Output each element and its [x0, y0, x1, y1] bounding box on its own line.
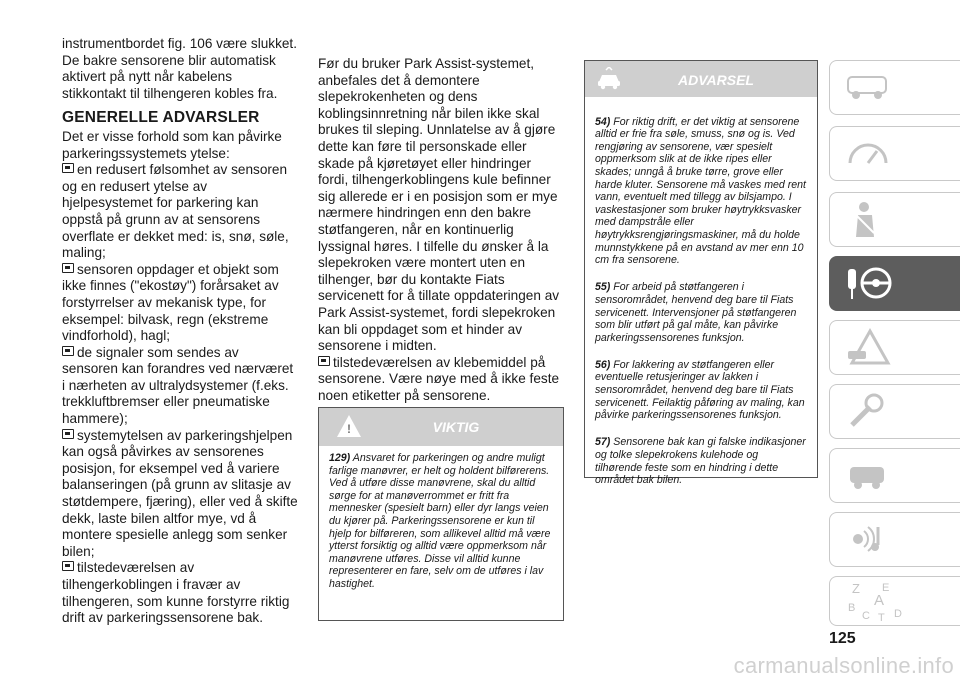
body-paragraph: Før du bruker Park Assist-systemet, anbefales det å demontere slepekrokenheten og dens koblingsinnretning når bilen ikke skal brukes til sleping. Unnlatelse av å gjøre dette kan føre til personskade eller skade på kjøretøyet eller hindringer fordi, tilhengerkoblingens kule befinner sig allerede er i en posisjon som er mye nærmere hindringen enn den bakre støtfangeren, når en kontinuerlig lyssignal høres. I tilfelle du ønsker å la slepekroken være montert uten en tilhenger, bør du kontakte Fiats servicenett for å tillate oppdateringen av Park Assist-systemet, fordi slepekroken kan bli oppdaget som et hinder av sensorene i midten. — [318, 56, 560, 354]
tab-car-info[interactable] — [829, 60, 960, 115]
tab-multimedia[interactable] — [829, 512, 960, 567]
multimedia-icon — [844, 519, 894, 559]
watermark: carmanualsonline.info — [733, 653, 954, 678]
important-box-text: 129) Ansvaret for parkeringen og andre muligt farlige manøvrer, er helt og holdent bilførerens. Ved å utføre disse manøvrene, skal du alltid sørge for at manøverrommet er fritt fra mennesker (spesielt barn) eller dyr langs veien du kjører på. Parkeringssensorene er kun til hjelp for bilføreren, som allikevel alltid må være ytterst forsiktig og alltid være oppmerksom når manøvrene utføres. Disse vil alltid kunne representerer en fare, selv om de utføres i lav hastighet. — [329, 452, 551, 590]
important-box-title: VIKTIG — [432, 419, 480, 435]
car-specs-icon — [844, 455, 894, 495]
bullet-icon — [62, 429, 74, 439]
index-letter: E — [882, 582, 890, 594]
warning-item: 54) For riktig drift, er det viktig at sensorene alltid er frie fra søle, smuss, snø og is. Ved rengjøring av sensorene, vær spesielt oppmerksom slik at de ikke ripes eller skades; unngå å bruke tørre, grove eller harde kluter. Sensorene må vaskes med rent vann, eventuelt med tillegg av bilsjampo. I vaskestasjoner som bruker høytrykksvasker med dampstråle eller høytrykksrengjøringsmaskiner, må du holde munnstykkene på en avstand av mer enn 10 cm fra sensorene. — [595, 115, 807, 267]
bullet-item: sensoren oppdager et objekt som ikke finnes ("ekostøy") forårsaket av forstyrrelser av mekanisk type, for eksempel: bilvask, regn (ekstreme vindforhold), hagl; — [62, 261, 279, 344]
column-middle — [318, 56, 562, 404]
bullet-item: de signaler som sendes av sensoren kan forandres ved nærværet i nærheten av ultralydsystemer (f.eks. trekkluftbremser eller pneumatiske hammere); — [62, 344, 294, 427]
car-info-icon — [844, 67, 894, 107]
tab-dashboard[interactable] — [829, 126, 960, 181]
warning-triangle-car-icon — [844, 327, 894, 367]
tab-technical-data[interactable] — [829, 448, 960, 503]
index-letter: Z — [852, 581, 860, 596]
tab-index[interactable] — [829, 576, 960, 626]
warning-box — [584, 60, 818, 487]
bullet-item: tilstedeværelsen av tilhengerkoblingen i fravær av tilhengeren, som kunne forstyrre riktig drift av parkeringssensorene bak. — [62, 560, 290, 626]
tab-starting-driving[interactable] — [829, 256, 960, 311]
warning-box-text — [585, 97, 817, 505]
warning-item: 56) For lakkering av støtfangeren eller eventuelle retusjeringer av lakken i sensorområdet, henvend deg bare til Fiats servicenett. Feilaktig påføring av maling, kan påvirke parkeringssensorenes funksjon. — [595, 358, 805, 422]
bullet-item: en redusert følsomhet av sensoren og en redusert ytelse av hjelpesystemet for parkering kan oppstå på grunn av at sensorens overflate er dekket med: is, snø, søle, maling; — [62, 162, 289, 261]
lead-paragraph: Det er visse forhold som kan påvirke parkeringssystemets ytelse: — [62, 128, 282, 161]
warning-item: 55) For arbeid på støtfangeren i sensorområdet, henvend deg bare til Fiats servicenett. Intervensjoner på støtfangeren som blir utført på gal måte, kan påvirke parkeringssensorenes funksjon. — [595, 281, 797, 344]
bullet-icon — [62, 263, 74, 273]
tab-safety[interactable] — [829, 192, 960, 247]
bullet-item: tilstedeværelsen av klebemiddel på sensorene. Være nøye med å ikke feste noen etiketter på sensorene. — [318, 354, 560, 403]
key-steering-wheel-icon — [844, 263, 894, 303]
bullet-icon — [318, 356, 330, 366]
important-box — [318, 407, 564, 621]
column-left — [62, 36, 298, 627]
wrench-service-icon — [844, 391, 894, 431]
tab-emergency[interactable] — [829, 320, 960, 375]
bullet-icon — [62, 346, 74, 356]
index-letter: C — [862, 610, 870, 622]
section-heading: GENERELLE ADVARSLER — [62, 109, 260, 127]
warning-box-title: ADVARSEL — [678, 72, 754, 88]
page-number: 125 — [829, 630, 856, 647]
tab-maintenance[interactable] — [829, 384, 960, 439]
intro-paragraph: instrumentbordet fig. 106 være slukket. De bakre sensorene blir automatisk aktivert på nytt når kabelens stikkontakt til tilhengeren kobles fra. — [62, 36, 297, 101]
warning-box-header — [585, 61, 817, 97]
bullet-item: systemytelsen av parkeringshjelpen kan også påvirkes av sensorenes posisjon, for eksempel ved å variere balanseringen (på grunn av slitasje av støtdempere, fjæring), eller ved å skifte dekk, laste bilen altfor mye, vd å montere spesielle anlegg som senker bilen; — [62, 427, 298, 559]
important-box-header: ! VIKTIG — [319, 408, 563, 446]
dashboard-gauge-icon — [844, 133, 894, 173]
bullet-icon — [62, 561, 74, 571]
index-letter: A — [874, 592, 885, 609]
warning-item: 57) Sensorene bak kan gi falske indikasjoner og tolke slepekrokens kulehode og tilhørende feste som en hindring i dette området bak bilen. — [595, 436, 806, 487]
bullet-icon — [62, 163, 74, 173]
alphabet-index-icon — [844, 579, 914, 623]
index-letter: D — [894, 608, 902, 620]
index-letter: B — [848, 602, 856, 614]
index-letter: T — [878, 612, 885, 623]
seatbelt-safety-icon — [844, 199, 894, 239]
